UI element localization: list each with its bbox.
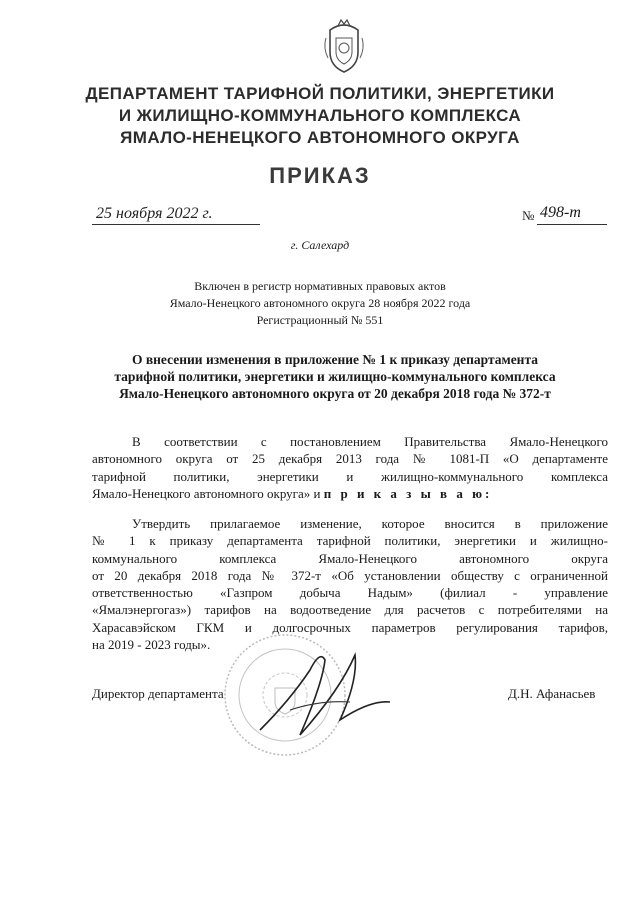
preamble-paragraph	[92, 433, 608, 502]
department-name-line-2: И ЖИЛИЩНО-КОММУНАЛЬНОГО КОМПЛЕКСА	[118, 106, 522, 125]
document-title: ПРИКАЗ	[269, 163, 371, 188]
handwritten-signature	[230, 640, 400, 750]
department-name-line-1: ДЕПАРТАМЕНТ ТАРИФНОЙ ПОЛИТИКИ, ЭНЕРГЕТИКИ	[85, 84, 555, 103]
order-line: «Ямалэнергогаз») тарифов на водоотведение для расчетов с потребителями на	[92, 602, 608, 618]
coat-of-arms-icon	[322, 18, 366, 76]
number-underline	[537, 224, 607, 225]
preamble-line: В соответствии с постановлением Правительства Ямало-Ненецкого	[132, 434, 608, 449]
subject-line-1: О внесении изменения в приложение № 1 к приказу департамента	[131, 352, 539, 367]
order-line: ответственностью «Газпром добыча Надым» (филиал - управление	[92, 585, 608, 601]
department-name-line-3: ЯМАЛО-НЕНЕЦКОГО АВТОНОМНОГО ОКРУГА	[120, 128, 520, 147]
registration-line-2: Ямало-Ненецкого автономного округа 28 ноября 2022 года	[169, 296, 471, 310]
signatory-name: Д.Н. Афанасьев	[508, 686, 596, 701]
signatory-title: Директор департамента	[92, 686, 224, 701]
preamble-line: автономного округа от 25 декабря 2013 года № 1081-П «О департаменте	[92, 451, 608, 467]
order-line: Утвердить прилагаемое изменение, которое вносится в приложение	[132, 516, 608, 531]
registration-line-1: Включен в регистр нормативных правовых актов	[194, 279, 446, 293]
registration-line-3: Регистрационный № 551	[256, 313, 384, 327]
preamble-line	[92, 485, 608, 502]
order-date: 25 ноября 2022 г.	[96, 205, 213, 222]
preamble-line-text: Ямало-Ненецкого автономного округа» и	[92, 485, 321, 501]
order-line: от 20 декабря 2018 года № 372-т «Об установлении обществу с ограниченной	[92, 567, 608, 583]
city: г. Салехард	[290, 238, 350, 252]
order-keyword: п р и к а з ы в а ю:	[323, 485, 493, 501]
date-underline	[92, 224, 260, 225]
order-number: 498-т	[540, 204, 581, 221]
subject-line-2: тарифной политики, энергетики и жилищно-коммунального комплекса	[114, 369, 556, 384]
subject-line-3: Ямало-Ненецкого автономного округа от 20 декабря 2018 года № 372-т	[119, 386, 551, 401]
order-number-label: №	[522, 208, 535, 223]
order-paragraph	[92, 515, 608, 653]
order-line: на 2019 - 2023 годы».	[92, 637, 211, 653]
preamble-line: тарифной политики, энергетики и жилищно-коммунального комплекса	[92, 468, 608, 484]
order-line: Харасавэйском ГКМ и долгосрочных параметров регулирования тарифов,	[92, 619, 608, 635]
order-line: № 1 к приказу департамента тарифной политики, энергетики и жилищно-	[92, 533, 608, 549]
order-line: коммунального комплекса Ямало-Ненецкого автономного округа	[92, 550, 608, 566]
